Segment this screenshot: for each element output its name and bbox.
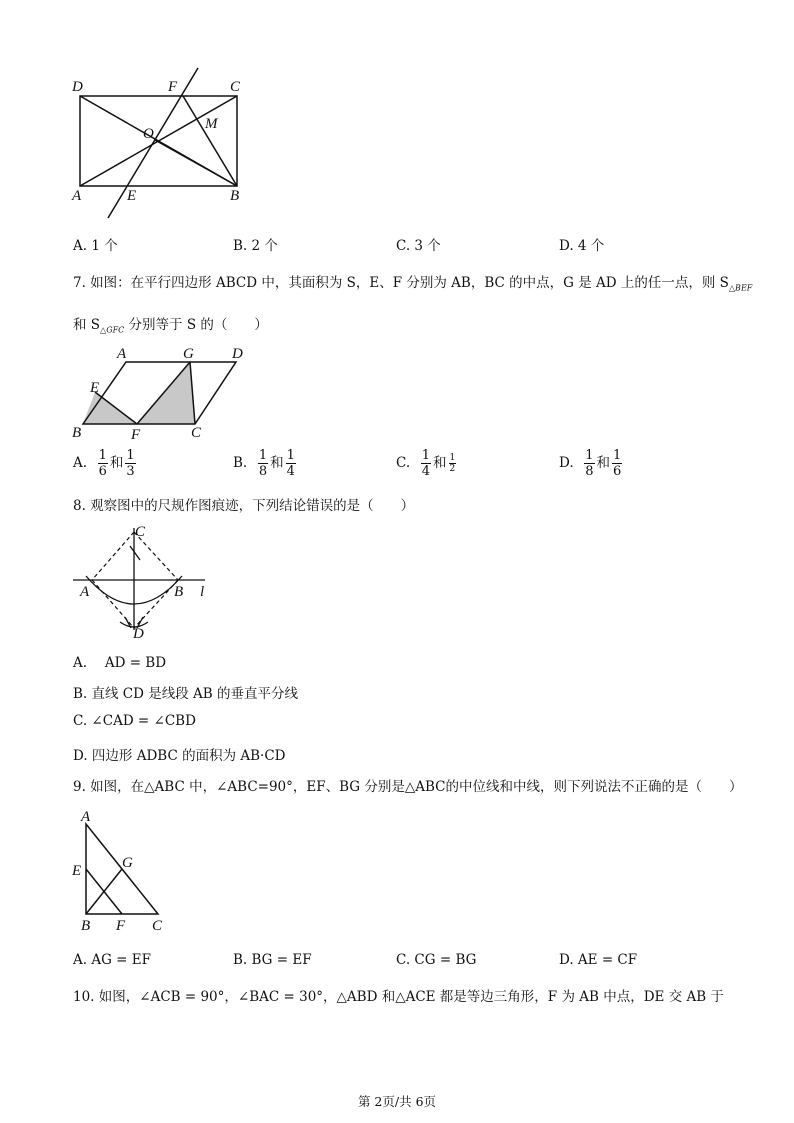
q7-option-c-frac2 [449,453,457,474]
q9-option-a: A. AG = EF [73,952,151,968]
frac-numerator: 1 [126,448,135,463]
fig8-label-C: C [135,524,146,540]
q7-option-a-frac2 [125,448,135,479]
q8-option-c: C. ∠CAD = ∠CBD [73,713,196,729]
q7-option-c-and: 和 [433,455,447,471]
frac-denominator: 6 [613,464,622,479]
q6-option-a: A. 1 个 [73,238,118,254]
q9-stem: 9. 如图，在△ABC 中，∠ABC=90°，EF、BG 分别是△ABC的中位线和中线，则下列说法不正确的是（ ） [73,779,743,795]
q7-option-b-and: 和 [270,455,284,471]
q7-option-a-and: 和 [109,455,124,471]
frac-numerator: 1 [258,448,268,463]
frac-numerator: 1 [613,448,622,463]
fig9-label-A: A [81,809,91,825]
q7-stem-line1 [73,271,752,293]
frac-denominator: 3 [126,464,135,479]
q6-option-d: D. 4 个 [559,238,605,254]
fig6-label-M: M [205,116,218,132]
fig9-label-B: B [81,918,91,934]
fig8-label-D: D [133,626,144,642]
fig6-label-A: A [72,188,82,204]
q8-option-d: D. 四边形 ADBC 的面积为 AB·CD [73,748,286,764]
q7-option-a-letter: A. [73,455,88,471]
frac-numerator: 1 [421,448,431,463]
q7-option-b-frac2 [286,448,296,479]
fig8-label-l: l [200,584,205,600]
frac-denominator: 8 [585,464,594,479]
q7-subscript-gfc: △GFC [100,325,125,335]
q6-option-c: C. 3 个 [396,238,441,254]
figure-q7-parallelogram [70,342,250,442]
q7-option-a-frac1 [98,448,108,479]
fig8-label-A: A [80,584,90,600]
frac-denominator: 8 [258,464,268,479]
q7-stem-text: 7. 如图：在平行四边形 ABCD 中，其面积为 S，E、F 分别为 AB，BC 的中点，G 是 AD 上的任一点，则 S [73,275,729,291]
q7-option-c [396,448,458,479]
frac-numerator: 1 [98,448,107,463]
q6-option-b: B. 2 个 [233,238,278,254]
figure-q9-right-triangle [70,805,180,935]
fig6-label-D: D [72,79,83,95]
fig9-label-C: C [152,918,163,934]
q9-option-c: C. CG = BG [396,952,477,968]
q8-stem: 8. 观察图中的尺规作图痕迹，下列结论错误的是（ ） [73,498,415,514]
frac-denominator: 6 [98,464,107,479]
q7-option-d-letter: D. [559,455,574,471]
q7-option-d-and: 和 [596,455,611,471]
fig8-label-B: B [174,584,184,600]
q7-subscript-bef: △BEF [728,283,753,293]
q7-option-d-frac1 [584,448,594,479]
fig6-label-F: F [168,79,178,95]
fig7-label-E: E [90,380,100,396]
q8-option-a: A. AD = BD [73,655,167,671]
figure-q8-construction [70,520,220,645]
q8-option-b: B. 直线 CD 是线段 AB 的垂直平分线 [73,686,298,702]
frac-denominator: 2 [449,464,456,474]
frac-numerator: 1 [449,453,456,463]
q7-option-a [73,448,138,479]
fig9-label-F: F [116,918,126,934]
fig7-label-G: G [183,346,194,362]
q7-option-c-letter: C. [396,455,411,471]
q7-stem-line2 [73,313,268,335]
frac-denominator: 4 [286,464,295,479]
q9-option-b: B. BG = EF [233,952,312,968]
fig7-label-B: B [72,425,82,441]
q7-option-d [559,448,624,479]
fig6-label-B: B [230,188,240,204]
fig7-label-D: D [232,346,243,362]
frac-numerator: 1 [585,448,594,463]
fig6-label-E: E [127,188,137,204]
q7-option-b [233,448,298,479]
fig9-label-G: G [122,855,133,871]
q7-option-c-frac1 [421,448,431,479]
fig6-label-C: C [230,79,241,95]
frac-numerator: 1 [286,448,295,463]
q10-stem: 10. 如图，∠ACB = 90°，∠BAC = 30°，△ABD 和△ACE 都是等边三角形，F 为 AB 中点，DE 交 AB 于 [73,989,724,1005]
q7-stem-line2-pre: 和 S [73,317,101,333]
fig7-label-C: C [191,425,202,441]
figure-q6-rectangle [70,65,250,225]
q7-option-b-frac1 [258,448,268,479]
fig6-label-O: O [143,126,154,142]
fig7-label-F: F [131,427,141,443]
fig7-label-A: A [117,346,127,362]
q7-stem-line2-post: 分别等于 S 的（ ） [124,317,268,333]
frac-denominator: 4 [421,464,431,479]
q7-option-d-frac2 [612,448,622,479]
q7-option-b-letter: B. [233,455,248,471]
page-footer: 第 2页/共 6页 [357,1094,437,1109]
fig9-label-E: E [72,863,82,879]
q9-option-d: D. AE = CF [559,952,638,968]
